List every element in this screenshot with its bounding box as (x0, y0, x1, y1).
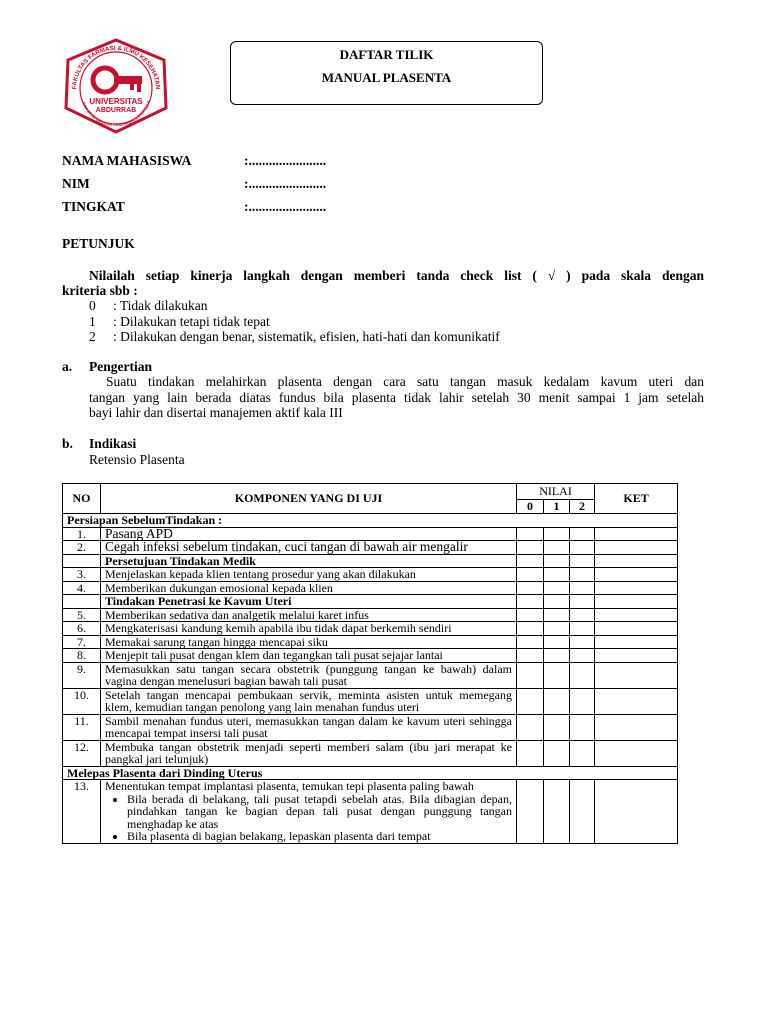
component-cell (101, 649, 517, 663)
identity-tingkat-label: TINGKAT (62, 199, 125, 214)
component-cell (101, 780, 517, 844)
row-number: 4. (63, 581, 101, 595)
document-subtitle: MANUAL PLASENTA (321, 70, 452, 85)
ket-cell[interactable] (595, 608, 678, 622)
component-text: Membuka tangan obstetrik menjadi seperti memberi salam (ibu jari merapat ke pangkal jari telunjuk) (105, 739, 512, 766)
ket-cell[interactable] (595, 554, 678, 568)
table-row (63, 635, 678, 649)
score-0-cell[interactable] (517, 541, 544, 555)
score-2-cell[interactable] (570, 527, 595, 541)
logo-university-line2: ABDURRAB (95, 107, 137, 114)
row-number: 12. (63, 740, 101, 766)
section-a-line3: bayi lahir dan disertai manajemen aktif kala III (89, 405, 343, 420)
table-section-row (63, 514, 678, 528)
petunjuk-heading: PETUNJUK (62, 236, 135, 251)
component-cell (101, 635, 517, 649)
score-1-cell[interactable] (544, 688, 570, 714)
score-1-cell[interactable] (544, 608, 570, 622)
ket-cell[interactable] (595, 581, 678, 595)
identity-name-label: NAMA MAHASISWA (62, 153, 192, 168)
score-0-cell[interactable] (517, 622, 544, 636)
header-nilai: NILAI (517, 484, 595, 500)
row-number (63, 554, 101, 568)
row-number: 11. (63, 714, 101, 740)
score-0-cell[interactable] (517, 554, 544, 568)
table-row (63, 581, 678, 595)
university-logo (62, 38, 170, 134)
section-title: Melepas Plasenta dari Dinding Uterus (63, 766, 678, 780)
component-text: Menjepit tali pusat dengan klem dan tegangkan tali pusat sejajar lantai (105, 648, 443, 662)
score-0-cell[interactable] (517, 527, 544, 541)
row-number: 9. (63, 662, 101, 688)
ket-cell[interactable] (595, 568, 678, 582)
table-row (63, 740, 678, 766)
score-1-cell[interactable] (544, 581, 570, 595)
row-number: 2. (63, 541, 101, 555)
scale-item: 1 : Dilakukan tetapi tidak tepat (89, 313, 270, 329)
section-b-text: Retensio Plasenta (89, 452, 185, 467)
ket-cell[interactable] (595, 740, 678, 766)
component-cell (101, 622, 517, 636)
row-number: 13. (63, 780, 101, 844)
score-2-cell[interactable] (570, 608, 595, 622)
ket-cell[interactable] (595, 662, 678, 688)
ket-cell[interactable] (595, 688, 678, 714)
instruction-line1: Nilailah setiap kinerja langkah dengan memberi tanda check list ( √ ) pada skala dengan (89, 268, 704, 283)
header-score-0: 0 (517, 500, 544, 514)
score-1-cell[interactable] (544, 622, 570, 636)
component-text: Cegah infeksi sebelum tindakan, cuci tangan di bawah air mengalir (105, 539, 468, 554)
score-2-cell[interactable] (570, 554, 595, 568)
section-a-letter: a. (62, 359, 73, 374)
section-a-line1: Suatu tindakan melahirkan plasenta dengan cara satu tangan masuk kedalam kavum uteri dan (106, 374, 704, 389)
header-score-2: 2 (570, 500, 595, 514)
score-2-cell[interactable] (570, 649, 595, 663)
row-number: 8. (63, 649, 101, 663)
component-cell (101, 688, 517, 714)
title-box (230, 41, 543, 105)
score-1-cell[interactable] (544, 568, 570, 582)
ket-cell[interactable] (595, 622, 678, 636)
table-section-row (63, 766, 678, 780)
score-1-cell[interactable] (544, 714, 570, 740)
section-b-heading: Indikasi (89, 436, 137, 451)
component-text: Sambil menahan fundus uteri, memasukkan tangan dalam ke kavum uteri sehingga mencapai tempat insersi tali pusat (105, 713, 512, 740)
component-cell (101, 581, 517, 595)
scale-list (89, 298, 500, 345)
row-number: 3. (63, 568, 101, 582)
score-2-cell[interactable] (570, 714, 595, 740)
score-1-cell[interactable] (544, 662, 570, 688)
score-1-cell[interactable] (544, 635, 570, 649)
table-section-row (63, 554, 678, 568)
row-number (63, 595, 101, 609)
table-row (63, 714, 678, 740)
table-row (63, 622, 678, 636)
table-row (63, 608, 678, 622)
score-2-cell[interactable] (570, 581, 595, 595)
score-0-cell[interactable] (517, 568, 544, 582)
score-0-cell[interactable] (517, 740, 544, 766)
row-number: 5. (63, 608, 101, 622)
ket-cell[interactable] (595, 635, 678, 649)
identity-nim-label: NIM (62, 176, 90, 191)
score-1-cell[interactable] (544, 527, 570, 541)
component-cell (101, 714, 517, 740)
checklist-table (62, 483, 678, 844)
component-cell (101, 568, 517, 582)
subsection-title: Persetujuan Tindakan Medik (101, 554, 517, 568)
section-title: Persiapan SebelumTindakan : (63, 514, 678, 528)
identity-nim-row (62, 176, 327, 192)
score-1-cell[interactable] (544, 740, 570, 766)
subsection-title: Tindakan Penetrasi ke Kavum Uteri (101, 595, 517, 609)
score-0-cell[interactable] (517, 780, 544, 844)
score-2-cell[interactable] (570, 740, 595, 766)
logo-university-line1: UNIVERSITAS (89, 97, 143, 106)
component-text: Menentukan tempat implantasi plasenta, temukan tepi plasenta paling bawah (105, 779, 474, 793)
score-1-cell[interactable] (544, 541, 570, 555)
header-no: NO (63, 484, 101, 514)
score-2-cell[interactable] (570, 635, 595, 649)
ket-cell[interactable] (595, 527, 678, 541)
score-0-cell[interactable] (517, 635, 544, 649)
identity-nim-field[interactable]: :....................... (244, 176, 327, 191)
component-text: Setelah tangan mencapai pembukaan servik, meminta asisten untuk memegang klem, kemudian tangan penolong yang lain menahan fundus uteri (105, 687, 512, 714)
component-cell (101, 740, 517, 766)
section-a-line2: tangan yang lain berada diatas fundus bila plasenta tidak lahir setelah 30 menit sampai 1 jam setelah (89, 390, 704, 405)
header-komponen: KOMPONEN YANG DI UJI (101, 484, 517, 514)
score-1-cell[interactable] (544, 595, 570, 609)
table-row (63, 541, 678, 555)
component-text: Pasang APD (105, 525, 173, 541)
score-0-cell[interactable] (517, 608, 544, 622)
ket-cell[interactable] (595, 595, 678, 609)
table-row (63, 649, 678, 663)
score-0-cell[interactable] (517, 595, 544, 609)
scale-item: 2 : Dilakukan dengan benar, sistematik, efisien, hati-hati dan komunikatif (89, 329, 500, 344)
table-row (63, 780, 678, 844)
score-2-cell[interactable] (570, 595, 595, 609)
score-2-cell[interactable] (570, 568, 595, 582)
component-text: Mengkaterisasi kandung kemih apabila ibu tidak dapat berkemih sendiri (105, 621, 452, 635)
logo-ring-top-text: FAKULTAS FARMASI & ILMU KESEHATAN (70, 44, 162, 90)
component-text: Memasukkan satu tangan secara obstetrik (punggung tangan ke bawah) dalam vagina dengan menelusuri bagian bawah tali pusat (105, 661, 512, 688)
ket-cell[interactable] (595, 714, 678, 740)
logo-ring-bottom-text: RAM STUDI DIPLOMA KEBIDANAN & PROFESI B (81, 99, 152, 128)
header-score-1: 1 (544, 500, 570, 514)
identity-tingkat-field[interactable]: :....................... (244, 199, 327, 214)
ket-cell[interactable] (595, 649, 678, 663)
score-2-cell[interactable] (570, 780, 595, 844)
sub-step-item: • Bila plasenta di bagian belakang, lepaskan plasenta dari tempat (127, 830, 512, 843)
component-cell (101, 608, 517, 622)
scale-item: 0 : Tidak dilakukan (89, 298, 208, 313)
score-0-cell[interactable] (517, 649, 544, 663)
component-cell (101, 662, 517, 688)
identity-tingkat-row (62, 199, 327, 215)
component-cell (101, 541, 517, 555)
section-b-letter: b. (62, 436, 73, 451)
component-text: Memberikan sedativa dan analgetik melalui karet infus (105, 607, 369, 622)
score-2-cell[interactable] (570, 688, 595, 714)
instruction-line2: kriteria sbb : (62, 283, 138, 298)
section-a-heading: Pengertian (89, 359, 152, 374)
score-1-cell[interactable] (544, 780, 570, 844)
row-number: 7. (63, 635, 101, 649)
component-text: Menjelaskan kepada klien tentang prosedur yang akan dilakukan (105, 567, 416, 581)
header-ket: KET (595, 484, 678, 514)
score-1-cell[interactable] (544, 649, 570, 663)
ket-cell[interactable] (595, 780, 678, 844)
component-text: Memberikan dukungan emosional kepada klien (105, 580, 333, 595)
row-number: 6. (63, 622, 101, 636)
table-row (63, 568, 678, 582)
component-text: Memakai sarung tangan hingga mencapai siku (105, 634, 328, 649)
table-row (63, 688, 678, 714)
score-2-cell[interactable] (570, 622, 595, 636)
row-number: 10. (63, 688, 101, 714)
identity-name-field[interactable]: :....................... (244, 153, 327, 168)
document-title: DAFTAR TILIK (339, 47, 434, 62)
identity-name-row (62, 153, 327, 169)
ket-cell[interactable] (595, 541, 678, 555)
score-2-cell[interactable] (570, 662, 595, 688)
score-1-cell[interactable] (544, 554, 570, 568)
score-0-cell[interactable] (517, 714, 544, 740)
score-0-cell[interactable] (517, 662, 544, 688)
row-number: 1. (63, 527, 101, 541)
table-section-row (63, 595, 678, 609)
score-0-cell[interactable] (517, 581, 544, 595)
score-0-cell[interactable] (517, 688, 544, 714)
sub-step-list (105, 793, 512, 843)
score-2-cell[interactable] (570, 541, 595, 555)
sub-step-item: • Bila berada di belakang, tali pusat tetapdi sebelah atas. Bila dibagian depan, pindahkan tangan ke bagian depan tali pusat dengan punggung tangan menghadap ke atas (127, 793, 512, 831)
table-row (63, 662, 678, 688)
